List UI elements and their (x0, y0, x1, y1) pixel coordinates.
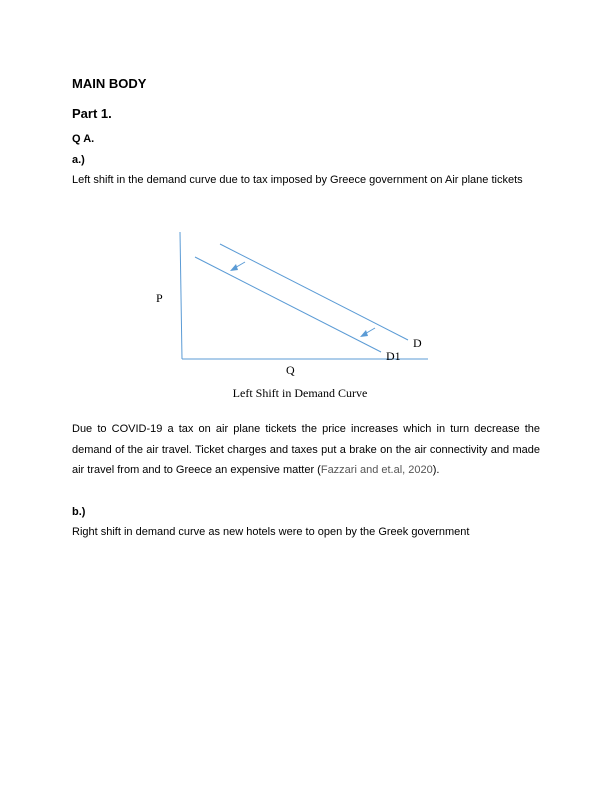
subquestion-a-text: Left shift in the demand curve due to tax imposed by Greece government on Air plane tickets (72, 174, 523, 186)
demand-curve-d1 (195, 257, 381, 352)
main-heading: MAIN BODY (72, 76, 147, 91)
p-axis-label: P (156, 291, 163, 305)
subquestion-b-text: Right shift in demand curve as new hotels were to open by the Greek government (72, 526, 470, 538)
paragraph-covid (72, 419, 540, 481)
shift-arrow-icon (360, 328, 375, 337)
d1-label: D1 (386, 349, 401, 363)
subquestion-b-label: b.) (72, 506, 86, 518)
figure-caption: Left Shift in Demand Curve (232, 386, 368, 400)
paragraph-text: Due to COVID-19 a tax on air plane tickets the price increases which in turn decrease the demand of the air travel. Ticket charges and taxes put a brake on the air connectivity and made air travel from and to Greece an expensive matter ( (72, 423, 540, 476)
demand-curve-d (220, 244, 408, 340)
subquestion-a-label: a.) (72, 154, 85, 166)
citation: Fazzari and et.al, 2020 (320, 464, 433, 476)
shift-arrow-icon (230, 262, 245, 271)
d-label: D (413, 336, 422, 350)
q-axis-label: Q (286, 363, 295, 377)
paragraph-end: ). (432, 464, 440, 476)
question-label: Q A. (72, 133, 95, 145)
part-heading: Part 1. (72, 106, 112, 121)
price-axis (180, 232, 182, 359)
